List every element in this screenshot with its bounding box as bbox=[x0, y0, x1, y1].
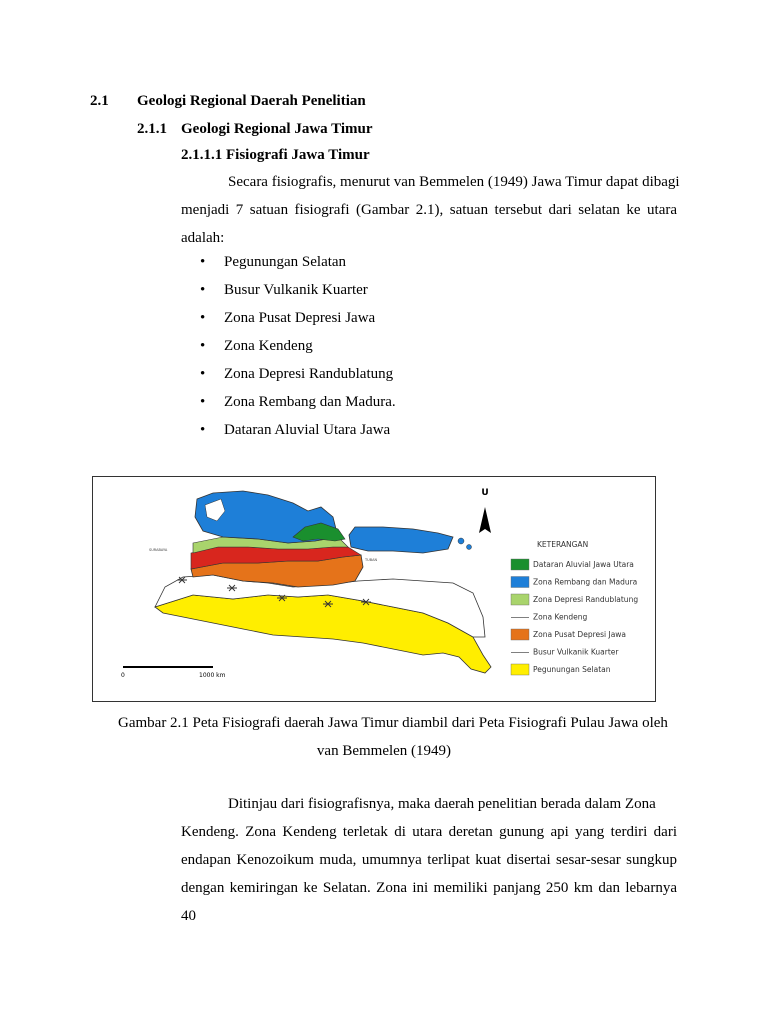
map-label-east: TUBAN bbox=[365, 558, 378, 562]
legend-swatch bbox=[511, 594, 529, 605]
legend-label: Dataran Aluvial Jawa Utara bbox=[533, 560, 634, 569]
bullet-icon: • bbox=[200, 310, 206, 326]
bullet-icon: • bbox=[200, 254, 206, 270]
zone-madura bbox=[349, 527, 453, 553]
scale-start: 0 bbox=[121, 672, 125, 679]
legend-title: KETERANGAN bbox=[537, 540, 589, 549]
legend-label: Pegunungan Selatan bbox=[533, 665, 611, 674]
bullet-icon: • bbox=[200, 422, 206, 438]
scale-end: 1000 km bbox=[199, 672, 226, 679]
map-svg bbox=[93, 477, 657, 703]
body-line-1: Ditinjau dari fisiografisnya, maka daerah penelitian berada dalam Zona bbox=[228, 796, 656, 812]
legend-label: Zona Depresi Randublatung bbox=[533, 595, 639, 604]
bullet-icon: • bbox=[200, 282, 206, 298]
intro-line-3: adalah: bbox=[181, 230, 225, 246]
bullet-icon: • bbox=[200, 366, 206, 382]
legend-label: Zona Pusat Depresi Jawa bbox=[533, 630, 627, 639]
physiographic-map-figure bbox=[92, 476, 656, 702]
north-arrow-icon bbox=[479, 488, 491, 533]
map-legend bbox=[511, 540, 638, 675]
subsection-title: Geologi Regional Jawa Timur bbox=[181, 121, 373, 137]
figure-caption-line-2: van Bemmelen (1949) bbox=[316, 743, 452, 759]
body-line-3: endapan Kenozoikum muda, umumnya terlipat kuat disertai sesar-sesar sungkup bbox=[181, 852, 677, 868]
bullet-icon: • bbox=[200, 394, 206, 410]
intro-line-2: menjadi 7 satuan fisiografi (Gambar 2.1), satuan tersebut dari selatan ke utara bbox=[181, 202, 677, 218]
body-line-4: dengan kemiringan ke Selatan. Zona ini memiliki panjang 250 km dan lebarnya 40 bbox=[181, 880, 677, 924]
section-number: 2.1 bbox=[90, 93, 109, 109]
figure-caption-line-1: Gambar 2.1 Peta Fisiografi daerah Jawa Timur diambil dari Peta Fisiografi Pulau Jawa oleh bbox=[118, 715, 668, 731]
north-label: U bbox=[481, 488, 489, 498]
body-line-2: Kendeng. Zona Kendeng terletak di utara deretan gunung api yang terdiri dari bbox=[181, 824, 677, 840]
legend-swatch bbox=[511, 629, 529, 640]
intro-line-1: Secara fisiografis, menurut van Bemmelen (1949) Jawa Timur dapat dibagi bbox=[228, 174, 680, 190]
legend-swatch bbox=[511, 577, 529, 588]
scale-bar bbox=[121, 667, 226, 679]
legend-label: Zona Rembang dan Madura bbox=[533, 577, 638, 587]
section-title: Geologi Regional Daerah Penelitian bbox=[137, 93, 366, 109]
legend-label: Zona Kendeng bbox=[533, 612, 588, 622]
map-label-west: SURABAYA bbox=[149, 548, 168, 552]
subsection-number: 2.1.1 bbox=[137, 121, 167, 137]
legend-swatch bbox=[511, 559, 529, 570]
legend-label: Busur Vulkanik Kuarter bbox=[533, 647, 619, 657]
bullet-icon: • bbox=[200, 338, 206, 354]
subsubsection-title: 2.1.1.1 Fisiografi Jawa Timur bbox=[181, 147, 370, 163]
legend-swatch bbox=[511, 664, 529, 675]
